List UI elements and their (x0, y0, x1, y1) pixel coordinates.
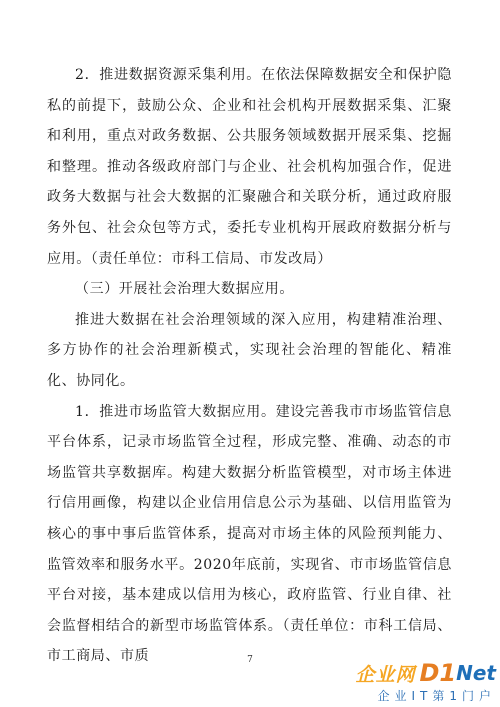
page-number: 7 (247, 655, 253, 665)
watermark-logo (306, 660, 496, 704)
watermark-cn: 企业网 (355, 663, 416, 686)
watermark-brand (306, 660, 496, 686)
paragraph-data-collection: 2．推进数据资源采集利用。在依法保障数据安全和保护隐私的前提下，鼓励公众、企业和社会机构开展数据采集、汇聚和利用，重点对政务数据、公共服务领域数据开展采集、挖掘和整理。推动各级政府部门与企业、社会机构加强合作，促进政务大数据与社会大数据的汇聚融合和关联分析，通过政府服务外包、社会众包等方式，委托专业机构开展政府数据分析与应用。（责任单位：市科工信局、市发改局） (47, 67, 452, 267)
paragraph-social-governance: 推进大数据在社会治理领域的深入应用，构建精准治理、多方协作的社会治理新模式，实现社会治理的智能化、精准化、协同化。 (47, 311, 452, 389)
watermark-d1: D1 (419, 659, 457, 687)
paragraph-market-supervision: 1．推进市场监管大数据应用。建设完善我市市场监管信息平台体系，记录市场监管全过程，形成完整、准确、动态的市场监管共享数据库。构建大数据分析监管模型，对市场主体进行信用画像，构建以企业信用信息公示为基础、以信用监管为核心的事中事后监管体系，提高对市场主体的风险预判能力、监管效率和服务水平。2020年底前，实现省、市市场监管信息平台对接，基本建成以信用为核心，政府监管、行业自律、社会监督相结合的新型市场监管体系。（责任单位：市科工信局、市工商局、市质 (47, 403, 452, 665)
document-body (47, 60, 452, 672)
watermark-net: Net (456, 661, 496, 685)
section-heading-social-governance: （三）开展社会治理大数据应用。 (75, 281, 294, 298)
watermark-tagline: 企业IT第1门户 (377, 689, 496, 703)
